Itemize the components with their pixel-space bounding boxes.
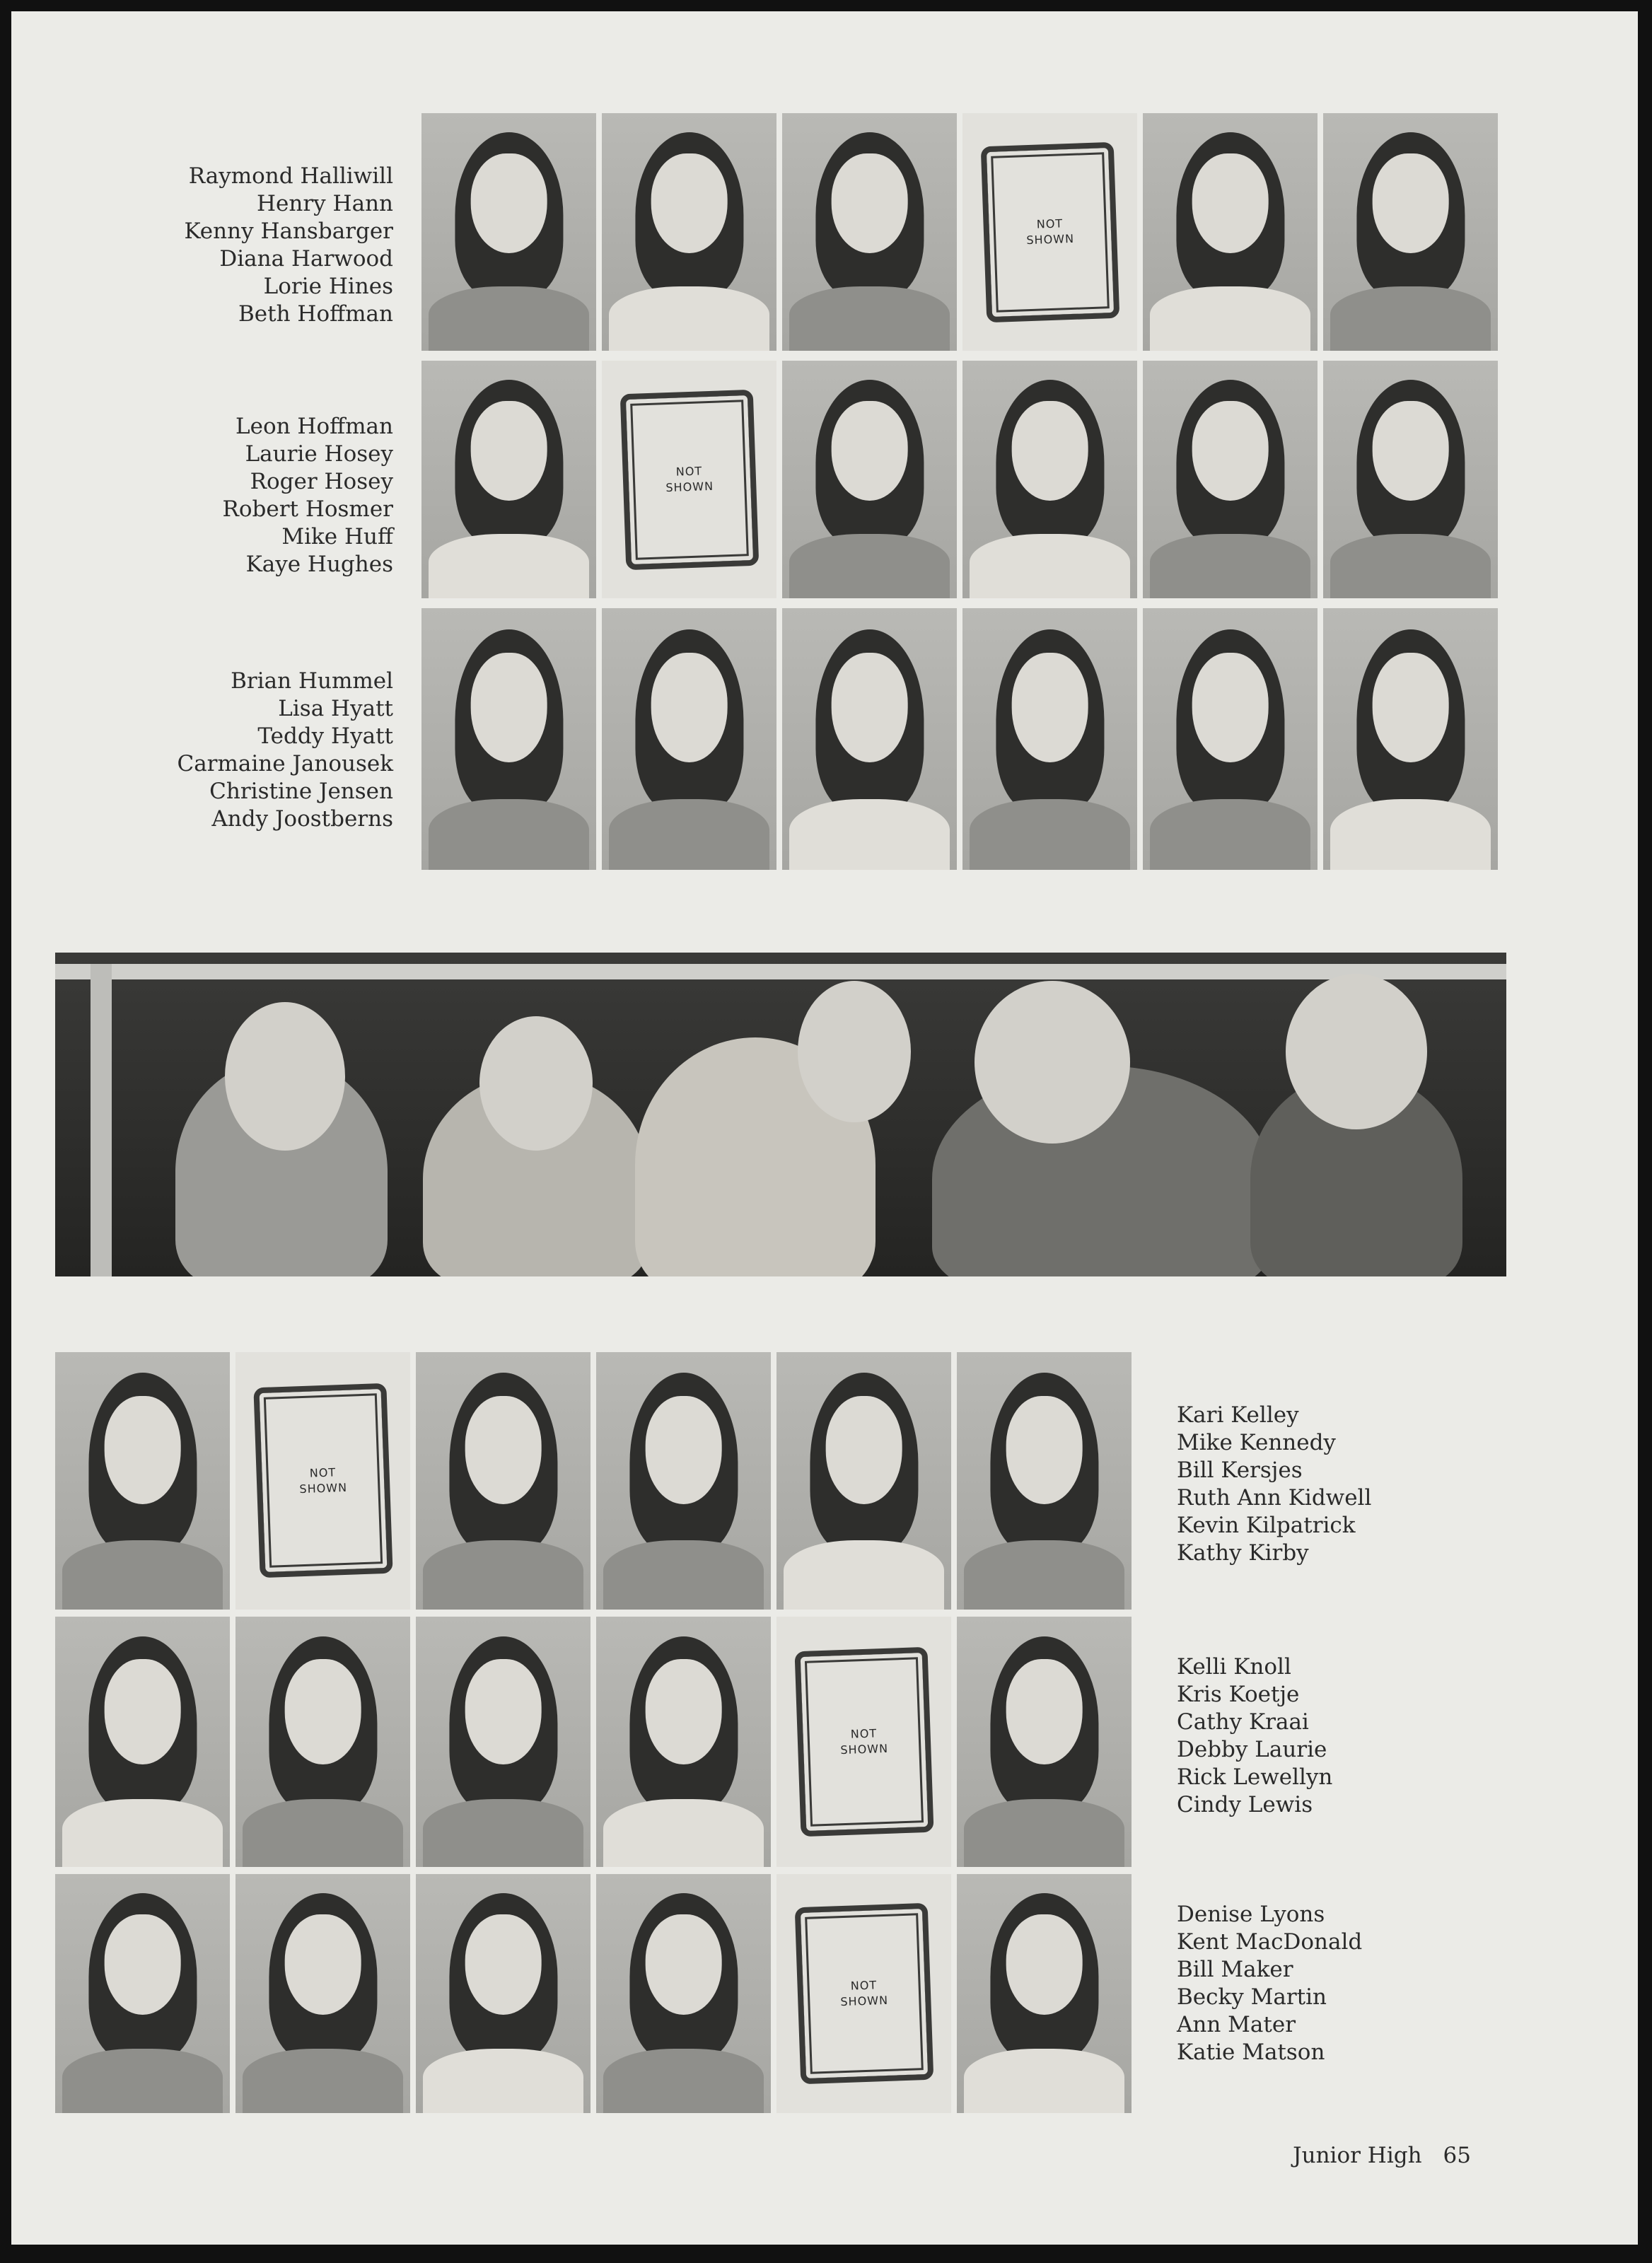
- student-portrait: [416, 1874, 591, 2113]
- portrait-shoulders: [1330, 286, 1491, 351]
- portrait-shoulders: [1330, 799, 1491, 870]
- portrait-face: [104, 1659, 181, 1764]
- portrait-face: [1011, 653, 1088, 762]
- photo-row-4: [55, 1352, 1132, 1610]
- portrait-shoulders: [784, 1540, 944, 1610]
- student-portrait: [416, 1352, 591, 1610]
- student-portrait: [957, 1617, 1132, 1867]
- not-shown-placeholder: [776, 1617, 951, 1867]
- student-portrait: [596, 1617, 771, 1867]
- not-shown-label: SHOWN: [839, 1741, 888, 1757]
- name-list-6: [1177, 1901, 1474, 2066]
- not-shown-label: NOT: [850, 1978, 878, 1993]
- not-shown-label: SHOWN: [298, 1480, 347, 1496]
- student-name: Ruth Ann Kidwell: [1177, 1485, 1372, 1511]
- portrait-shoulders: [964, 1799, 1124, 1867]
- name-list-3: [82, 668, 393, 833]
- portrait-face: [651, 653, 728, 762]
- portrait-shoulders: [1330, 534, 1491, 598]
- portrait-shoulders: [603, 2049, 764, 2113]
- group-photo: [55, 953, 1506, 1276]
- photo-row-1: [421, 113, 1498, 351]
- student-name: Roger Hosey: [250, 469, 393, 494]
- student-name: Laurie Hosey: [245, 441, 393, 467]
- portrait-shoulders: [423, 2049, 583, 2113]
- not-shown-label: NOT: [675, 464, 703, 479]
- student-portrait: [416, 1617, 591, 1867]
- portrait-shoulders: [964, 1540, 1124, 1610]
- portrait-face: [465, 1914, 542, 2015]
- portrait-shoulders: [1150, 799, 1310, 870]
- photo-row-3: [421, 608, 1498, 870]
- portrait-face: [470, 153, 547, 253]
- ornate-frame-icon: [794, 1647, 933, 1837]
- student-name: Teddy Hyatt: [257, 723, 393, 749]
- portrait-shoulders: [609, 286, 769, 351]
- portrait-shoulders: [429, 799, 589, 870]
- portrait-shoulders: [62, 1799, 223, 1867]
- group-photo-post: [91, 964, 112, 1276]
- portrait-face: [645, 1396, 722, 1504]
- portrait-shoulders: [1150, 534, 1310, 598]
- student-name: Cindy Lewis: [1177, 1792, 1313, 1817]
- student-name: Christine Jensen: [209, 779, 393, 804]
- student-name: Kris Koetje: [1177, 1682, 1300, 1707]
- portrait-face: [651, 153, 728, 253]
- portrait-shoulders: [243, 1799, 403, 1867]
- photo-row-6: [55, 1874, 1132, 2113]
- student-name: Kent MacDonald: [1177, 1929, 1363, 1955]
- portrait-face: [645, 1659, 722, 1764]
- not-shown-label: NOT: [309, 1465, 337, 1480]
- portrait-shoulders: [243, 2049, 403, 2113]
- portrait-face: [831, 153, 908, 253]
- portrait-shoulders: [62, 1540, 223, 1610]
- portrait-shoulders: [964, 2049, 1124, 2113]
- student-portrait: [55, 1874, 230, 2113]
- name-list-2: [82, 413, 393, 578]
- not-shown-placeholder: [776, 1874, 951, 2113]
- group-photo-rail: [55, 964, 1506, 979]
- ornate-frame-icon: [253, 1383, 392, 1578]
- portrait-face: [645, 1914, 722, 2015]
- portrait-face: [1006, 1914, 1083, 2015]
- student-name: Andy Joostberns: [211, 806, 393, 832]
- portrait-face: [465, 1659, 542, 1764]
- student-name: Becky Martin: [1177, 1984, 1327, 2010]
- portrait-face: [104, 1396, 181, 1504]
- student-name: Kari Kelley: [1177, 1402, 1299, 1428]
- student-portrait: [782, 113, 957, 351]
- name-list-5: [1177, 1653, 1474, 1819]
- student-name: Katie Matson: [1177, 2040, 1325, 2065]
- student-portrait: [421, 113, 596, 351]
- student-name: Raymond Halliwill: [188, 163, 393, 189]
- not-shown-placeholder: [602, 361, 776, 598]
- portrait-shoulders: [609, 799, 769, 870]
- portrait-face: [1372, 653, 1449, 762]
- student-portrait: [962, 361, 1137, 598]
- portrait-shoulders: [970, 534, 1130, 598]
- portrait-face: [470, 653, 547, 762]
- student-portrait: [421, 608, 596, 870]
- portrait-shoulders: [1150, 286, 1310, 351]
- portrait-face: [465, 1396, 542, 1504]
- portrait-face: [1192, 653, 1269, 762]
- student-name: Denise Lyons: [1177, 1902, 1325, 1927]
- portrait-face: [470, 401, 547, 501]
- student-name: Mike Huff: [281, 524, 393, 549]
- group-photo-face: [975, 981, 1130, 1144]
- student-name: Lorie Hines: [263, 274, 393, 299]
- student-portrait: [55, 1617, 230, 1867]
- student-portrait: [957, 1352, 1132, 1610]
- not-shown-label: NOT: [850, 1726, 878, 1741]
- student-portrait: [596, 1352, 771, 1610]
- portrait-shoulders: [789, 286, 950, 351]
- portrait-face: [104, 1914, 181, 2015]
- student-portrait: [235, 1617, 410, 1867]
- student-portrait: [55, 1352, 230, 1610]
- group-photo-face: [479, 1016, 593, 1151]
- student-portrait: [1323, 113, 1498, 351]
- student-portrait: [1143, 361, 1317, 598]
- group-photo-face: [225, 1002, 345, 1151]
- portrait-face: [1372, 153, 1449, 253]
- student-name: Kaye Hughes: [245, 552, 393, 577]
- page-number: 65: [1443, 2143, 1471, 2168]
- name-list-4: [1177, 1402, 1474, 1567]
- student-name: Kevin Kilpatrick: [1177, 1513, 1356, 1538]
- student-portrait: [962, 608, 1137, 870]
- name-list-1: [82, 163, 393, 328]
- not-shown-label: SHOWN: [1025, 231, 1074, 248]
- portrait-shoulders: [970, 799, 1130, 870]
- portrait-face: [1372, 401, 1449, 501]
- portrait-face: [1011, 401, 1088, 501]
- portrait-shoulders: [429, 286, 589, 351]
- portrait-shoulders: [603, 1540, 764, 1610]
- portrait-face: [1006, 1396, 1083, 1504]
- ornate-frame-icon: [980, 141, 1119, 322]
- portrait-face: [1192, 401, 1269, 501]
- portrait-face: [284, 1914, 361, 2015]
- group-photo-face: [1286, 974, 1427, 1129]
- student-name: Henry Hann: [257, 191, 393, 216]
- portrait-face: [1192, 153, 1269, 253]
- portrait-shoulders: [423, 1799, 583, 1867]
- yearbook-page: [11, 11, 1638, 2245]
- ornate-frame-icon: [620, 389, 758, 569]
- portrait-face: [1006, 1659, 1083, 1764]
- student-portrait: [957, 1874, 1132, 2113]
- ornate-frame-icon: [794, 1903, 933, 2085]
- portrait-shoulders: [603, 1799, 764, 1867]
- student-name: Robert Hosmer: [222, 496, 393, 522]
- not-shown-placeholder: [235, 1352, 410, 1610]
- student-name: Kathy Kirby: [1177, 1540, 1309, 1566]
- student-name: Rick Lewellyn: [1177, 1764, 1333, 1790]
- student-portrait: [235, 1874, 410, 2113]
- student-name: Bill Maker: [1177, 1957, 1293, 1982]
- student-name: Lisa Hyatt: [278, 696, 393, 721]
- student-name: Brian Hummel: [231, 668, 393, 694]
- student-portrait: [782, 361, 957, 598]
- student-name: Mike Kennedy: [1177, 1430, 1336, 1455]
- portrait-shoulders: [429, 534, 589, 598]
- student-portrait: [1143, 113, 1317, 351]
- student-portrait: [421, 361, 596, 598]
- student-portrait: [782, 608, 957, 870]
- student-portrait: [602, 113, 776, 351]
- portrait-shoulders: [789, 534, 950, 598]
- student-portrait: [602, 608, 776, 870]
- student-portrait: [776, 1352, 951, 1610]
- portrait-face: [831, 653, 908, 762]
- student-name: Cathy Kraai: [1177, 1709, 1309, 1735]
- student-name: Diana Harwood: [219, 246, 393, 272]
- section-title: Junior High: [1293, 2143, 1422, 2168]
- portrait-shoulders: [423, 1540, 583, 1610]
- portrait-shoulders: [789, 799, 950, 870]
- group-photo-face: [798, 981, 911, 1122]
- student-portrait: [596, 1874, 771, 2113]
- photo-row-5: [55, 1617, 1132, 1867]
- not-shown-placeholder: [962, 113, 1137, 351]
- student-name: Debby Laurie: [1177, 1737, 1327, 1762]
- page-footer: [1293, 2143, 1471, 2168]
- student-portrait: [1323, 608, 1498, 870]
- portrait-shoulders: [62, 2049, 223, 2113]
- student-name: Beth Hoffman: [238, 301, 393, 327]
- student-name: Kelli Knoll: [1177, 1654, 1291, 1680]
- portrait-face: [825, 1396, 902, 1504]
- student-name: Kenny Hansbarger: [184, 219, 393, 244]
- student-name: Bill Kersjes: [1177, 1458, 1303, 1483]
- not-shown-label: NOT: [1036, 216, 1064, 231]
- portrait-face: [831, 401, 908, 501]
- student-name: Ann Mater: [1177, 2012, 1296, 2037]
- photo-row-2: [421, 361, 1498, 598]
- not-shown-label: SHOWN: [665, 479, 714, 495]
- not-shown-label: SHOWN: [839, 1993, 888, 2009]
- student-portrait: [1143, 608, 1317, 870]
- student-name: Leon Hoffman: [235, 414, 393, 439]
- student-name: Carmaine Janousek: [177, 751, 393, 776]
- portrait-face: [284, 1659, 361, 1764]
- student-portrait: [1323, 361, 1498, 598]
